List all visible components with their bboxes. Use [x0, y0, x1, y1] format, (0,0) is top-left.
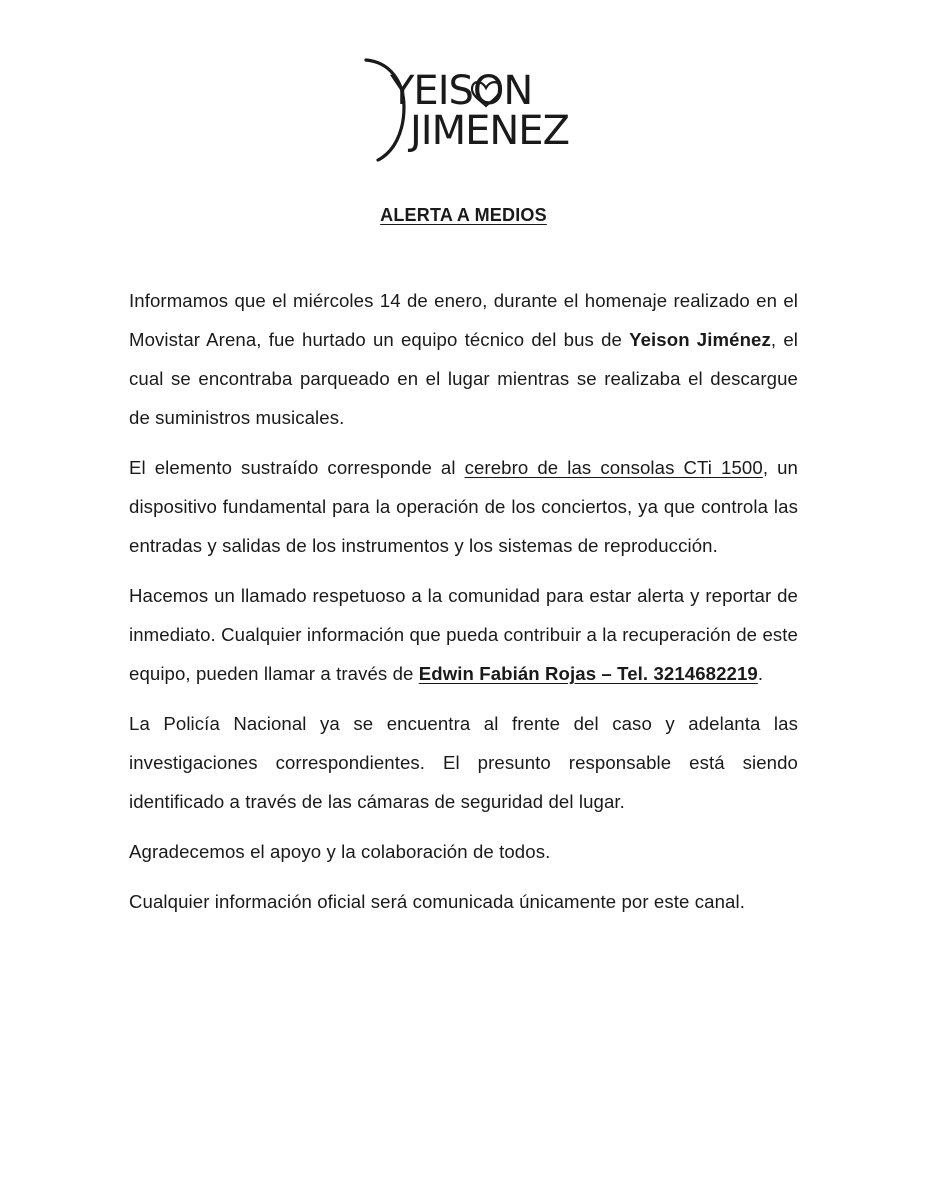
stolen-device-name: cerebro de las consolas CTi 1500 — [464, 457, 763, 478]
brand-logo — [360, 52, 570, 164]
paragraph-police: La Policía Nacional ya se encuentra al frente del caso y adelanta las investigaciones correspondientes. El presunto responsable está siendo identificado a través de las cámaras de seguridad del lugar. — [129, 713, 798, 812]
paragraph-thanks: Agradecemos el apoyo y la colaboración de todos. — [129, 841, 551, 862]
paragraph-incident — [129, 281, 798, 437]
contact-info: Edwin Fabián Rojas – Tel. 3214682219 — [418, 663, 758, 684]
paragraph-cta-text-b: . — [757, 663, 764, 684]
artist-name: Yeison Jiménez — [629, 329, 771, 350]
logo-line1: YEISON — [390, 68, 533, 114]
paragraph-call-to-action — [129, 576, 798, 693]
paragraph-incident-text-b: , el cual se encontraba parqueado en el lugar mientras se realizaba el descargue de suministros musicales. — [129, 329, 798, 428]
paragraph-device-text-a: El elemento sustraído corresponde al — [129, 457, 465, 478]
press-release-body — [129, 281, 798, 932]
paragraph-device — [129, 448, 798, 565]
logo-line2: JIMENEZ — [410, 108, 569, 154]
paragraph-incident-text-a: Informamos que el miércoles 14 de enero, durante el homenaje realizado en el Movistar Arena, fue hurtado un equipo técnico del bus de — [129, 290, 798, 350]
paragraph-device-text-b: , un dispositivo fundamental para la operación de los conciertos, ya que controla las entradas y salidas de los instrumentos y los sistemas de reproducción. — [129, 457, 798, 556]
page-title: ALERTA A MEDIOS — [380, 205, 547, 225]
brand-logo-graphic — [360, 52, 570, 164]
paragraph-cta-text-a: Hacemos un llamado respetuoso a la comunidad para estar alerta y reportar de inmediato. Cualquier información que pueda contribuir a la recuperación de este equipo, pueden llamar a través de — [129, 585, 798, 684]
paragraph-official-channel: Cualquier información oficial será comunicada únicamente por este canal. — [129, 891, 745, 912]
